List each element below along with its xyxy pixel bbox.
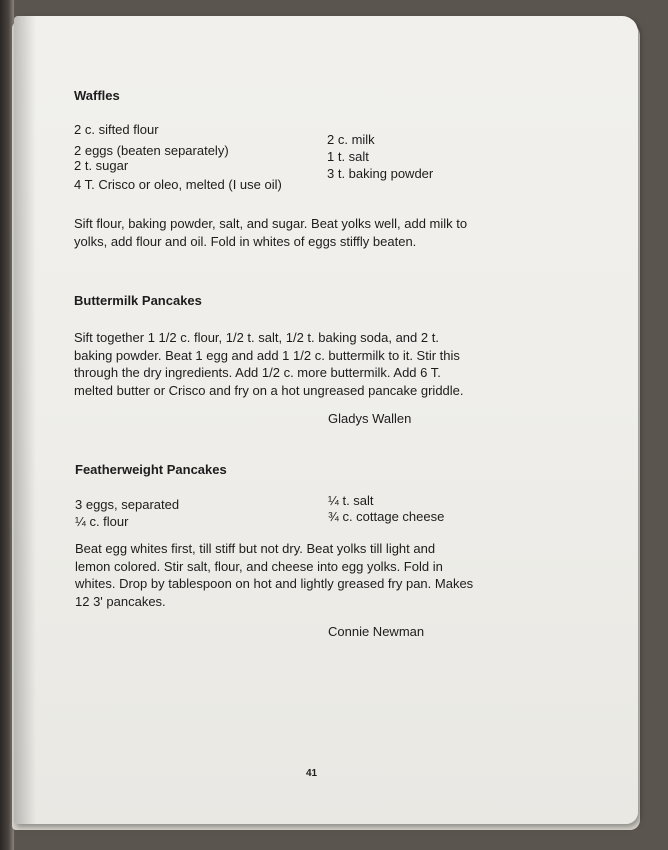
recipe-directions <box>74 329 464 399</box>
recipe-title-waffles: Waffles <box>74 88 120 103</box>
ingredient: ¾ c. cottage cheese <box>328 509 445 524</box>
ingredient: 4 T. Crisco or oleo, melted (I use oil) <box>74 177 282 192</box>
ingredient: ¼ t. salt <box>328 493 374 508</box>
direction-line: Sift flour, baking powder, salt, and sugar. Beat yolks well, add milk to <box>74 216 468 231</box>
page-number: 41 <box>306 768 318 779</box>
ingredient: 2 eggs (beaten separately) <box>74 143 229 158</box>
ingredient: 1 t. salt <box>327 149 369 164</box>
ingredient: 2 t. sugar <box>74 158 129 173</box>
ingredient: 3 eggs, separated <box>75 497 180 512</box>
contributor-name: Gladys Wallen <box>328 411 412 426</box>
recipe-directions <box>74 215 467 250</box>
recipe-title-buttermilk-pancakes: Buttermilk Pancakes <box>74 293 202 308</box>
ingredient: ¼ c. flour <box>75 514 129 529</box>
recipe-directions <box>75 540 473 610</box>
contributor-name: Connie Newman <box>328 624 425 639</box>
cookbook-page <box>14 16 638 824</box>
direction-line: through the dry ingredients. Add 1/2 c. more buttermilk. Add 6 T. <box>74 365 441 380</box>
direction-line: melted butter or Crisco and fry on a hot ungreased pancake griddle. <box>74 382 464 398</box>
ingredient: 3 t. baking powder <box>327 166 434 181</box>
recipe-title-featherweight-pancakes: Featherweight Pancakes <box>75 462 227 477</box>
ingredient: 2 c. sifted flour <box>74 122 159 137</box>
direction-line: 12 3' pancakes. <box>75 593 166 609</box>
direction-line: yolks, add flour and oil. Fold in whites of eggs stiffly beaten. <box>74 233 417 249</box>
direction-line: lemon colored. Stir salt, flour, and cheese into egg yolks. Fold in <box>75 558 443 574</box>
ingredient: 2 c. milk <box>327 132 375 147</box>
direction-line: Sift together 1 1/2 c. flour, 1/2 t. salt, 1/2 t. baking soda, and 2 t. <box>74 330 439 345</box>
direction-line: Beat egg whites first, till stiff but not dry. Beat yolks till light and <box>75 541 436 556</box>
direction-line: whites. Drop by tablespoon on hot and lightly greased fry pan. Makes <box>75 576 474 591</box>
direction-line: baking powder. Beat 1 egg and add 1 1/2 c. buttermilk to it. Stir this <box>74 347 460 363</box>
